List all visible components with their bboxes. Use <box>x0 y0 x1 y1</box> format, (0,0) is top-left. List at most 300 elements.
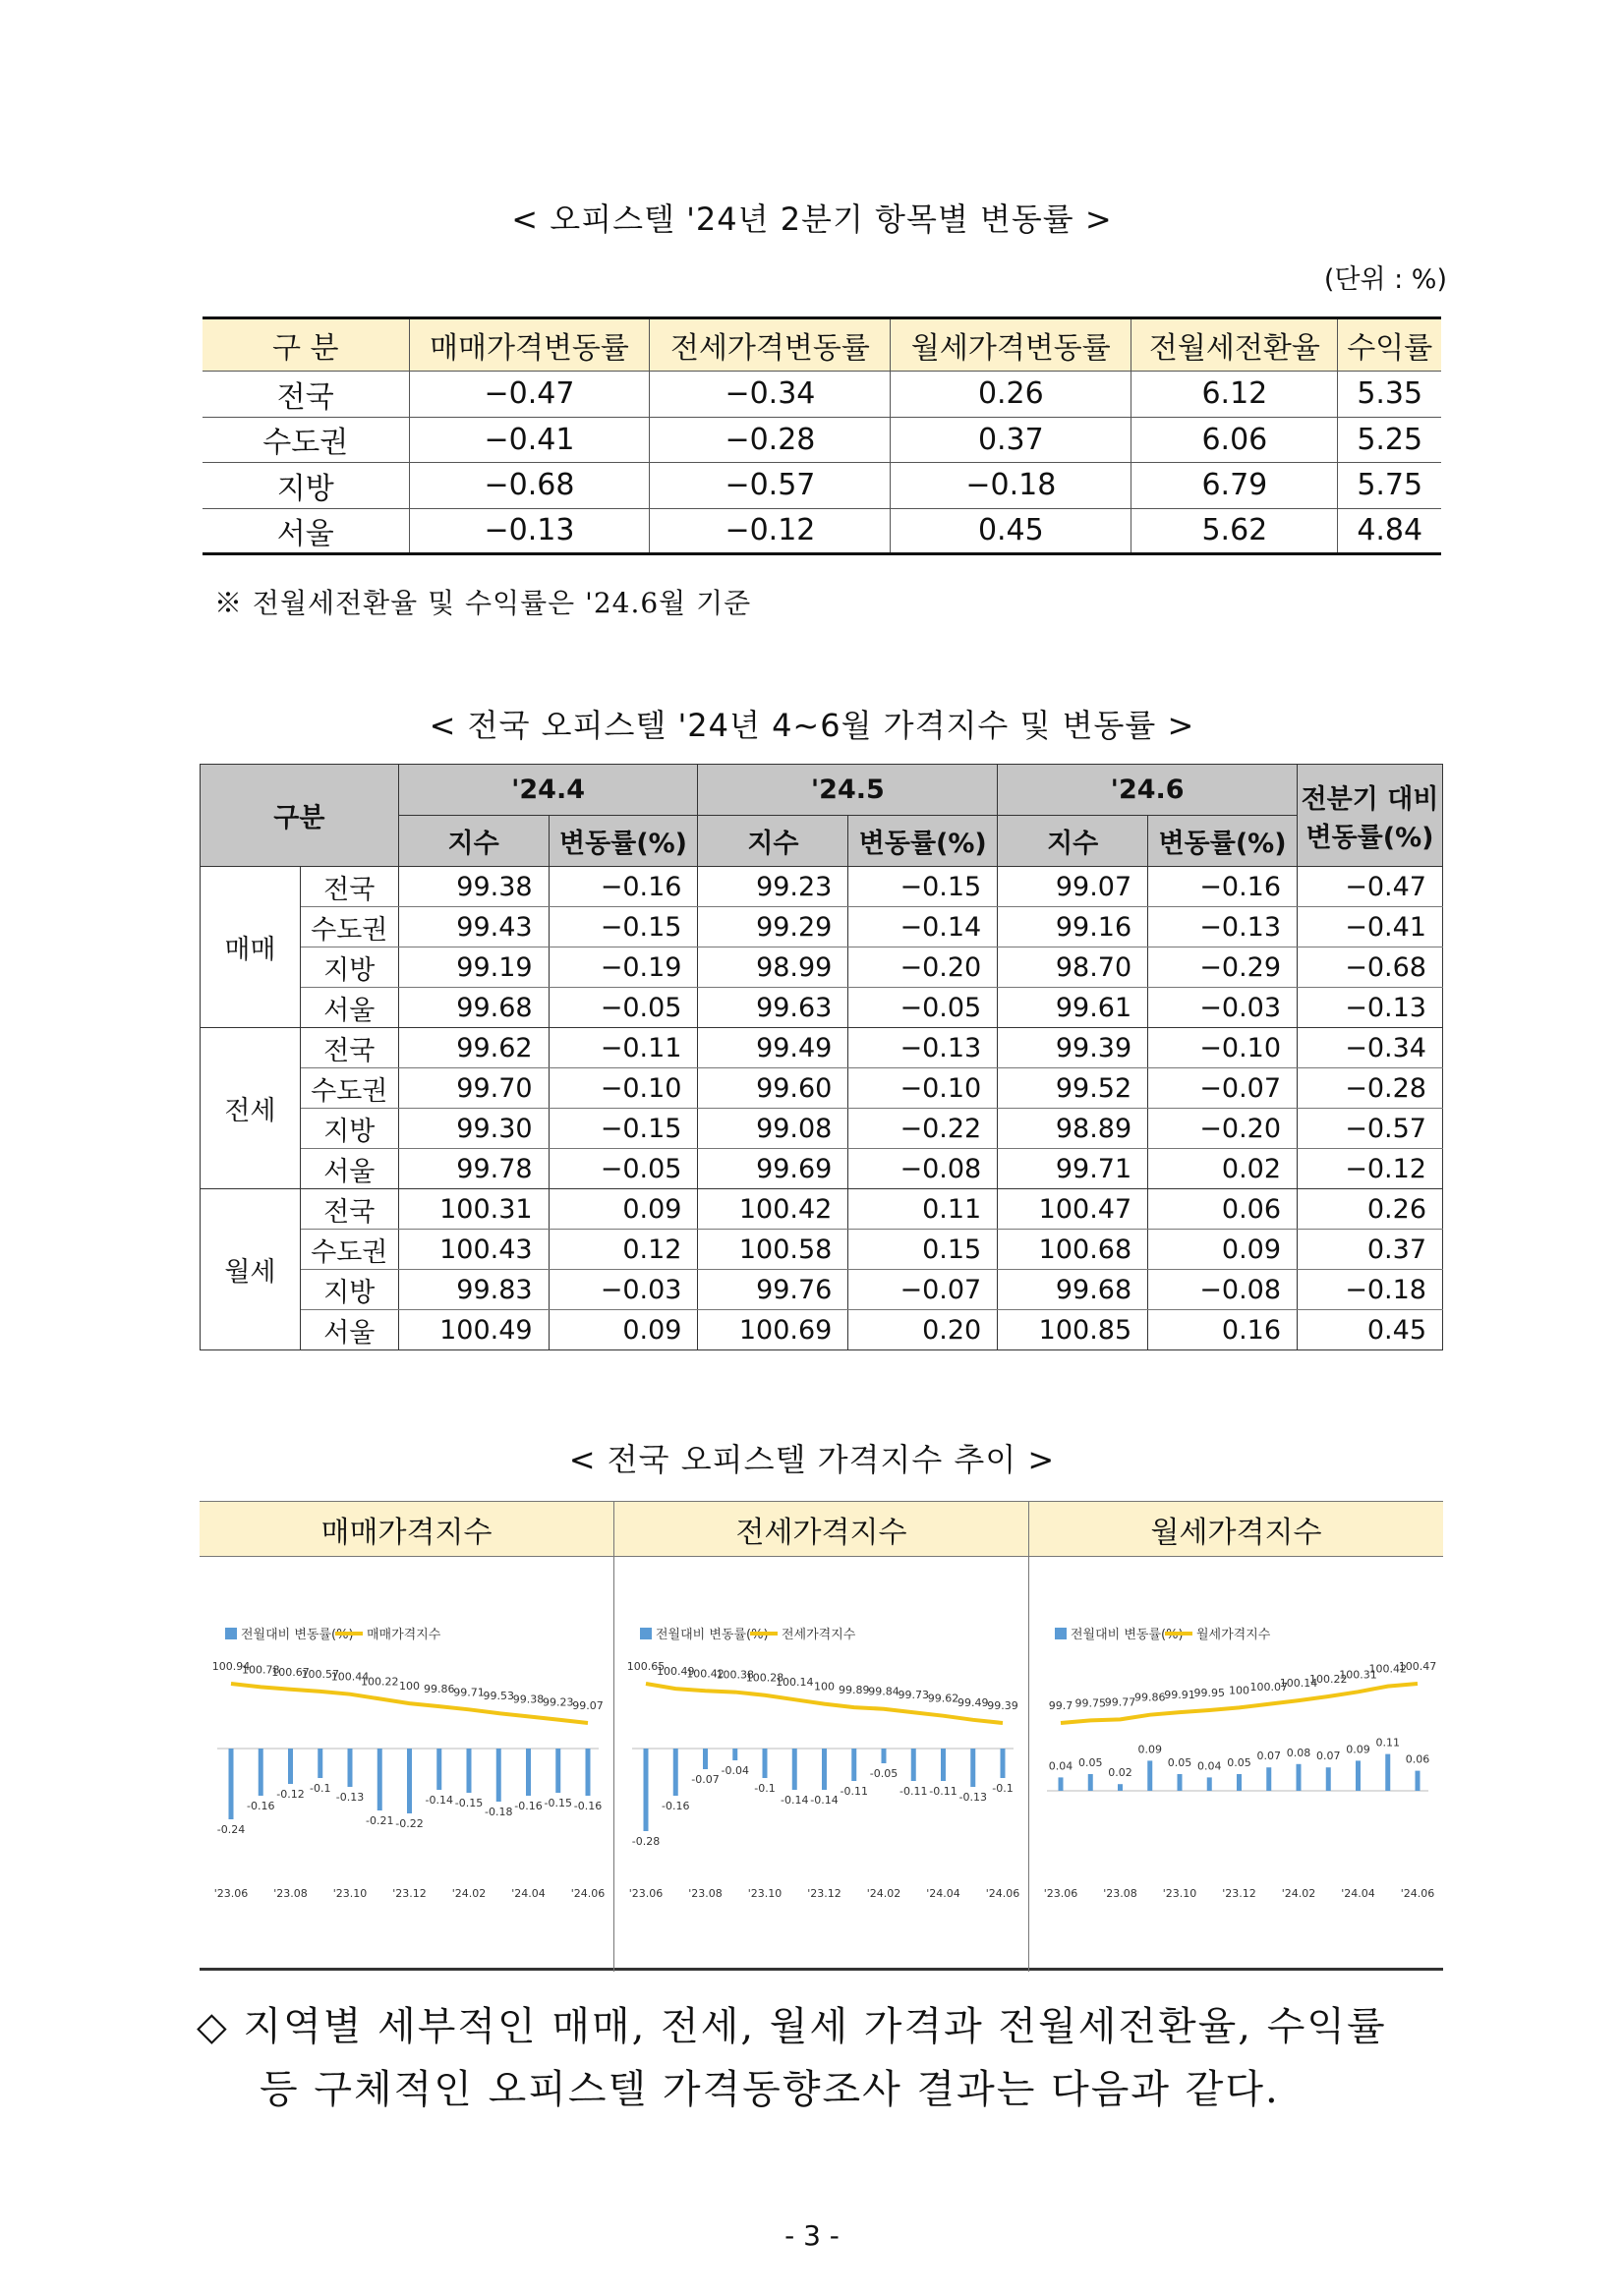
table-cell: −0.12 <box>1298 1149 1443 1189</box>
jeonse-index-chart <box>614 1558 1028 1969</box>
change-bar <box>822 1749 827 1790</box>
change-rate-table <box>203 316 1441 555</box>
table-cell: 0.45 <box>1298 1310 1443 1350</box>
table-cell: 99.16 <box>998 907 1148 947</box>
x-tick-label: '24.04 <box>926 1887 960 1900</box>
charts-title: < 전국 오피스텔 가격지수 추이 > <box>568 1441 1056 1478</box>
region-cell: 전국 <box>203 372 409 418</box>
table-row <box>201 1068 1443 1109</box>
region-cell: 수도권 <box>203 417 409 463</box>
table-cell: 100.58 <box>698 1230 848 1270</box>
legend-bar-label: 전월대비 변동률(%) <box>1071 1628 1184 1642</box>
legend-bar-swatch <box>225 1628 237 1639</box>
change-bar <box>970 1749 975 1787</box>
table-row <box>203 508 1441 554</box>
table-cell: 100.43 <box>398 1230 549 1270</box>
table-cell: 0.20 <box>848 1310 998 1350</box>
table-cell: −0.47 <box>409 372 650 418</box>
summary-line2: 등 구체적인 오피스텔 가격동향조사 결과는 다음과 같다. <box>260 2067 1280 2112</box>
table-cell: −0.41 <box>409 417 650 463</box>
legend-bar-label: 전월대비 변동률(%) <box>241 1628 354 1642</box>
table-cell: 99.07 <box>998 867 1148 907</box>
index-data-label: 99.77 <box>1104 1695 1136 1709</box>
table-cell: 99.60 <box>698 1068 848 1109</box>
table2-title: < 전국 오피스텔 '24년 4~6월 가격지수 및 변동률 > <box>429 707 1195 744</box>
change-data-label: -0.04 <box>721 1764 749 1777</box>
change-bar <box>941 1749 946 1781</box>
x-tick-label: '24.06 <box>985 1887 1020 1900</box>
change-bar <box>1147 1760 1152 1791</box>
region-cell: 서울 <box>203 508 409 554</box>
table-cell: −0.07 <box>848 1270 998 1310</box>
chart-panel <box>200 1501 1443 1971</box>
index-data-label: 99.86 <box>1134 1691 1166 1704</box>
table-row <box>201 1230 1443 1270</box>
x-tick-label: '24.04 <box>511 1887 546 1900</box>
table-cell: −0.16 <box>549 867 698 907</box>
table-cell: 99.29 <box>698 907 848 947</box>
header-quarter-change-line1: 전분기 대비 <box>1301 783 1439 815</box>
table-cell: −0.57 <box>650 463 891 509</box>
change-data-label: 0.04 <box>1048 1759 1073 1773</box>
change-bar <box>318 1749 322 1778</box>
region-cell: 수도권 <box>300 1230 398 1270</box>
table-row <box>201 907 1443 947</box>
change-data-label: -0.14 <box>425 1794 453 1807</box>
change-bar <box>259 1749 263 1796</box>
table-row <box>203 417 1441 463</box>
table-cell: 99.78 <box>398 1149 549 1189</box>
table-cell: −0.68 <box>1298 947 1443 988</box>
table1-unit: (단위 : %) <box>1323 264 1447 295</box>
table-cell: −0.15 <box>549 1109 698 1149</box>
table-cell: 99.76 <box>698 1270 848 1310</box>
index-data-label: 100.07 <box>1249 1680 1288 1693</box>
price-index-table <box>200 764 1443 1350</box>
header-index: 지수 <box>998 816 1148 867</box>
change-bar <box>1178 1774 1183 1791</box>
header-category: 구 분 <box>203 318 409 372</box>
table-cell: 100.49 <box>398 1310 549 1350</box>
index-data-label: 99.62 <box>927 1692 959 1705</box>
table-cell: −0.15 <box>549 907 698 947</box>
header-sale-change: 매매가격변동률 <box>409 318 650 372</box>
table-cell: 0.12 <box>549 1230 698 1270</box>
table-cell: 5.62 <box>1131 508 1338 554</box>
index-data-label: 99.89 <box>839 1684 870 1697</box>
table-cell: 99.68 <box>998 1270 1148 1310</box>
sale-index-chart <box>200 1558 613 1969</box>
change-data-label: -0.24 <box>216 1823 246 1836</box>
table-cell: 0.11 <box>848 1189 998 1230</box>
group-label: 전세 <box>201 1028 301 1189</box>
x-tick-label: '23.12 <box>807 1887 841 1900</box>
change-bar <box>792 1749 797 1790</box>
x-tick-label: '24.02 <box>866 1887 901 1900</box>
table-cell: 99.30 <box>398 1109 549 1149</box>
change-bar <box>526 1749 531 1796</box>
change-bar <box>1001 1749 1006 1778</box>
table-row <box>201 1109 1443 1149</box>
table-cell: −0.05 <box>848 988 998 1028</box>
change-data-label: 0.04 <box>1197 1759 1222 1773</box>
table-cell: 100.47 <box>998 1189 1148 1230</box>
change-bar <box>703 1749 708 1769</box>
table-cell: 0.02 <box>1148 1149 1298 1189</box>
x-tick-label: '23.06 <box>1043 1887 1078 1900</box>
region-cell: 전국 <box>300 1028 398 1068</box>
table-cell: −0.08 <box>1148 1270 1298 1310</box>
change-bar <box>1088 1774 1093 1791</box>
table-cell: −0.05 <box>549 1149 698 1189</box>
index-data-label: 100.47 <box>1398 1660 1437 1673</box>
index-data-label: 100.31 <box>1339 1668 1377 1682</box>
change-data-label: -0.16 <box>573 1800 603 1812</box>
table-cell: −0.13 <box>409 508 650 554</box>
change-bar <box>1356 1760 1361 1791</box>
table-cell: −0.19 <box>549 947 698 988</box>
table-cell: −0.20 <box>1148 1109 1298 1149</box>
table-cell: −0.34 <box>1298 1028 1443 1068</box>
legend-line-label: 매매가격지수 <box>367 1628 441 1642</box>
change-data-label: -0.13 <box>335 1791 365 1804</box>
index-data-label: 100.22 <box>361 1675 399 1689</box>
index-data-label: 100.49 <box>657 1665 695 1679</box>
index-data-label: 99.07 <box>572 1699 604 1712</box>
change-bar <box>1118 1784 1123 1791</box>
change-bar <box>555 1749 560 1793</box>
index-data-label: 99.71 <box>453 1686 485 1699</box>
x-tick-label: '23.10 <box>1162 1887 1197 1900</box>
legend-bar-label: 전월대비 변동률(%) <box>656 1628 769 1642</box>
region-cell: 전국 <box>300 867 398 907</box>
header-monthly-change: 월세가격변동률 <box>891 318 1131 372</box>
x-tick-label: '23.10 <box>332 1887 368 1900</box>
change-data-label: -0.11 <box>840 1785 868 1798</box>
x-tick-label: '23.12 <box>392 1887 427 1900</box>
table-cell: 98.89 <box>998 1109 1148 1149</box>
change-data-label: -0.15 <box>454 1797 484 1809</box>
table-cell: 99.08 <box>698 1109 848 1149</box>
change-bar <box>436 1749 441 1790</box>
index-data-label: 99.95 <box>1193 1687 1225 1700</box>
table-cell: 99.68 <box>398 988 549 1028</box>
header-month: '24.5 <box>698 765 998 816</box>
x-tick-label: '24.04 <box>1341 1887 1375 1900</box>
table-cell: −0.13 <box>1148 907 1298 947</box>
table-cell: 0.06 <box>1148 1189 1298 1230</box>
header-quarter-change <box>1298 765 1443 867</box>
table-cell: 98.70 <box>998 947 1148 988</box>
index-data-label: 100.28 <box>745 1671 784 1685</box>
change-bar <box>288 1749 293 1784</box>
table-cell: −0.12 <box>650 508 891 554</box>
table-cell: −0.10 <box>1148 1028 1298 1068</box>
legend-line-label: 월세가격지수 <box>1196 1628 1271 1642</box>
header-rate: 변동률(%) <box>848 816 998 867</box>
region-cell: 수도권 <box>300 1068 398 1109</box>
table-cell: 100.69 <box>698 1310 848 1350</box>
table-row <box>201 1270 1443 1310</box>
index-data-label: 100.14 <box>1279 1677 1318 1691</box>
header-month: '24.6 <box>998 765 1298 816</box>
change-data-label: -0.16 <box>514 1800 543 1812</box>
change-data-label: -0.14 <box>781 1794 809 1807</box>
table-header-row <box>203 318 1441 372</box>
table-cell: 99.71 <box>998 1149 1148 1189</box>
change-bar <box>1326 1767 1331 1791</box>
change-bar <box>229 1749 234 1819</box>
change-bar <box>732 1749 737 1760</box>
price-index-body <box>201 867 1443 1350</box>
change-bar <box>1237 1774 1242 1791</box>
chart-header-jeonse: 전세가격지수 <box>614 1502 1028 1557</box>
table1-note: ※ 전월세전환율 및 수익률은 '24.6월 기준 <box>214 587 752 619</box>
table-cell: 100.42 <box>698 1189 848 1230</box>
x-tick-label: '24.06 <box>1400 1887 1435 1900</box>
index-data-label: 100 <box>814 1680 835 1693</box>
x-tick-label: '24.02 <box>1281 1887 1316 1900</box>
table-cell: 5.75 <box>1338 463 1441 509</box>
index-data-label: 100.22 <box>1309 1672 1348 1686</box>
table-cell: 4.84 <box>1338 508 1441 554</box>
change-bar <box>851 1749 856 1781</box>
table1-title: < 오피스텔 '24년 2분기 항목별 변동률 > <box>511 201 1113 238</box>
change-data-label: -0.07 <box>691 1773 720 1786</box>
header-index: 지수 <box>698 816 848 867</box>
table-cell: 0.09 <box>549 1310 698 1350</box>
change-data-label: 0.09 <box>1346 1743 1370 1756</box>
table-cell: −0.29 <box>1148 947 1298 988</box>
change-data-label: -0.18 <box>485 1806 513 1818</box>
change-bar <box>1385 1754 1390 1791</box>
index-data-label: 99.73 <box>898 1689 929 1702</box>
table-cell: 100.31 <box>398 1189 549 1230</box>
change-data-label: -0.11 <box>899 1785 928 1798</box>
page-number: - 3 - <box>784 2219 840 2252</box>
index-data-label: 100.65 <box>626 1660 666 1673</box>
index-data-label: 100.44 <box>330 1670 370 1684</box>
index-data-label: 99.86 <box>424 1683 455 1696</box>
table-cell: −0.22 <box>848 1109 998 1149</box>
table-cell: 0.15 <box>848 1230 998 1270</box>
change-bar <box>882 1749 887 1763</box>
index-data-label: 99.75 <box>1074 1696 1106 1710</box>
change-data-label: 0.09 <box>1137 1743 1162 1756</box>
region-cell: 지방 <box>300 947 398 988</box>
index-data-label: 99.23 <box>543 1695 574 1709</box>
table-cell: 0.09 <box>1148 1230 1298 1270</box>
table-cell: −0.13 <box>1298 988 1443 1028</box>
table-cell: 100.68 <box>998 1230 1148 1270</box>
region-cell: 서울 <box>300 1310 398 1350</box>
table-cell: 0.09 <box>549 1189 698 1230</box>
table-cell: −0.57 <box>1298 1109 1443 1149</box>
change-data-label: 0.05 <box>1227 1756 1251 1769</box>
table-cell: 99.19 <box>398 947 549 988</box>
legend-bar-swatch <box>1055 1628 1067 1639</box>
index-data-label: 100 <box>399 1680 420 1693</box>
change-data-label: -0.14 <box>810 1794 839 1807</box>
table-cell: 99.63 <box>698 988 848 1028</box>
legend-line-label: 전세가격지수 <box>782 1628 856 1642</box>
change-data-label: 0.11 <box>1375 1736 1400 1750</box>
table-cell: −0.18 <box>1298 1270 1443 1310</box>
table-cell: −0.10 <box>549 1068 698 1109</box>
region-cell: 전국 <box>300 1189 398 1230</box>
table-cell: −0.10 <box>848 1068 998 1109</box>
region-cell: 수도권 <box>300 907 398 947</box>
table-cell: 99.39 <box>998 1028 1148 1068</box>
table-row <box>201 947 1443 988</box>
x-tick-label: '24.02 <box>451 1887 487 1900</box>
table-cell: −0.18 <box>891 463 1131 509</box>
index-data-label: 99.49 <box>957 1695 989 1709</box>
table-cell: −0.41 <box>1298 907 1443 947</box>
x-tick-label: '23.08 <box>1103 1887 1137 1900</box>
table-cell: 0.26 <box>891 372 1131 418</box>
group-label: 매매 <box>201 867 301 1028</box>
table-cell: −0.20 <box>848 947 998 988</box>
change-data-label: -0.15 <box>544 1797 572 1809</box>
header-conversion-rate: 전월세전환율 <box>1131 318 1338 372</box>
table-cell: −0.28 <box>650 417 891 463</box>
change-data-label: -0.1 <box>992 1782 1014 1795</box>
table-cell: 0.37 <box>891 417 1131 463</box>
summary-line1: ◇ 지역별 세부적인 매매, 전세, 월세 가격과 전월세전환율, 수익률 <box>197 2004 1387 2049</box>
table-cell: −0.68 <box>409 463 650 509</box>
region-cell: 서울 <box>300 1149 398 1189</box>
index-data-label: 100.78 <box>242 1663 280 1677</box>
table-cell: 6.12 <box>1131 372 1338 418</box>
table-cell: 99.49 <box>698 1028 848 1068</box>
header-rate: 변동률(%) <box>549 816 698 867</box>
table-cell: 99.83 <box>398 1270 549 1310</box>
table-row <box>201 1310 1443 1350</box>
change-bar <box>348 1749 353 1787</box>
table-row <box>203 372 1441 418</box>
change-bar <box>1416 1771 1421 1791</box>
change-bar <box>763 1749 768 1778</box>
table-cell: 5.35 <box>1338 372 1441 418</box>
change-data-label: -0.13 <box>958 1791 987 1804</box>
index-data-label: 99.7 <box>1048 1699 1073 1712</box>
index-data-label: 100.42 <box>686 1667 725 1681</box>
change-data-label: 0.05 <box>1078 1756 1103 1769</box>
change-data-label: -0.11 <box>929 1785 957 1798</box>
table-cell: −0.05 <box>549 988 698 1028</box>
table-cell: −0.11 <box>549 1028 698 1068</box>
table-cell: −0.08 <box>848 1149 998 1189</box>
table-cell: −0.34 <box>650 372 891 418</box>
change-data-label: -0.05 <box>869 1767 899 1780</box>
table-cell: 0.26 <box>1298 1189 1443 1230</box>
change-data-label: -0.1 <box>310 1782 331 1795</box>
index-data-label: 100.14 <box>776 1676 814 1690</box>
change-bar <box>1297 1764 1302 1791</box>
table-cell: 98.99 <box>698 947 848 988</box>
table-cell: 99.23 <box>698 867 848 907</box>
header-yield: 수익률 <box>1338 318 1441 372</box>
table-cell: 0.37 <box>1298 1230 1443 1270</box>
table-row <box>201 867 1443 907</box>
table-cell: −0.03 <box>549 1270 698 1310</box>
table-row <box>201 1149 1443 1189</box>
table-cell: 100.85 <box>998 1310 1148 1350</box>
change-data-label: -0.16 <box>662 1800 690 1812</box>
index-data-label: 100.38 <box>716 1668 754 1682</box>
table-row <box>201 1189 1443 1230</box>
change-data-label: -0.12 <box>276 1788 305 1801</box>
index-data-label: 99.38 <box>512 1693 545 1706</box>
table-cell: 99.62 <box>398 1028 549 1068</box>
header-month: '24.4 <box>398 765 698 816</box>
index-data-label: 99.53 <box>483 1690 514 1703</box>
region-cell: 지방 <box>300 1109 398 1149</box>
table-cell: 99.69 <box>698 1149 848 1189</box>
x-tick-label: '23.06 <box>628 1887 664 1900</box>
change-data-label: 0.05 <box>1167 1756 1192 1769</box>
index-data-label: 100 <box>1229 1684 1249 1697</box>
table-cell: −0.47 <box>1298 867 1443 907</box>
chart-header-sale: 매매가격지수 <box>200 1502 613 1557</box>
table-cell: 5.25 <box>1338 417 1441 463</box>
index-data-label: 99.91 <box>1164 1689 1195 1702</box>
change-data-label: -0.21 <box>366 1814 394 1827</box>
region-cell: 지방 <box>300 1270 398 1310</box>
change-data-label: -0.1 <box>754 1782 776 1795</box>
header-index: 지수 <box>398 816 549 867</box>
table-cell: −0.15 <box>848 867 998 907</box>
table-header-row <box>201 765 1443 816</box>
change-bar <box>644 1749 649 1831</box>
x-tick-label: '23.06 <box>213 1887 249 1900</box>
table-row <box>201 1028 1443 1068</box>
change-bar <box>407 1749 412 1813</box>
table-cell: 99.43 <box>398 907 549 947</box>
table-cell: −0.16 <box>1148 867 1298 907</box>
change-bar <box>377 1749 382 1810</box>
group-label: 월세 <box>201 1189 301 1350</box>
table-cell: 99.70 <box>398 1068 549 1109</box>
table-cell: 6.06 <box>1131 417 1338 463</box>
table-cell: 0.16 <box>1148 1310 1298 1350</box>
table-cell: 99.38 <box>398 867 549 907</box>
change-data-label: 0.06 <box>1405 1752 1430 1766</box>
header-rate: 변동률(%) <box>1148 816 1298 867</box>
index-data-label: 99.84 <box>868 1685 899 1698</box>
x-tick-label: '23.12 <box>1222 1887 1256 1900</box>
change-data-label: -0.22 <box>395 1817 424 1830</box>
change-bar <box>586 1749 591 1796</box>
legend-bar-swatch <box>640 1628 652 1639</box>
change-data-label: -0.28 <box>631 1835 661 1848</box>
change-bar <box>673 1749 678 1796</box>
table-cell: −0.14 <box>848 907 998 947</box>
index-data-label: 100.42 <box>1368 1662 1407 1676</box>
region-cell: 지방 <box>203 463 409 509</box>
change-data-label: 0.08 <box>1286 1746 1311 1759</box>
x-tick-label: '24.06 <box>570 1887 606 1900</box>
change-bar <box>1207 1777 1212 1791</box>
table-cell: −0.03 <box>1148 988 1298 1028</box>
table-cell: 6.79 <box>1131 463 1338 509</box>
x-tick-label: '23.10 <box>747 1887 783 1900</box>
x-tick-label: '23.08 <box>688 1887 723 1900</box>
x-tick-label: '23.08 <box>273 1887 308 1900</box>
monthly-index-chart <box>1029 1558 1443 1969</box>
index-data-label: 100.94 <box>211 1660 251 1673</box>
